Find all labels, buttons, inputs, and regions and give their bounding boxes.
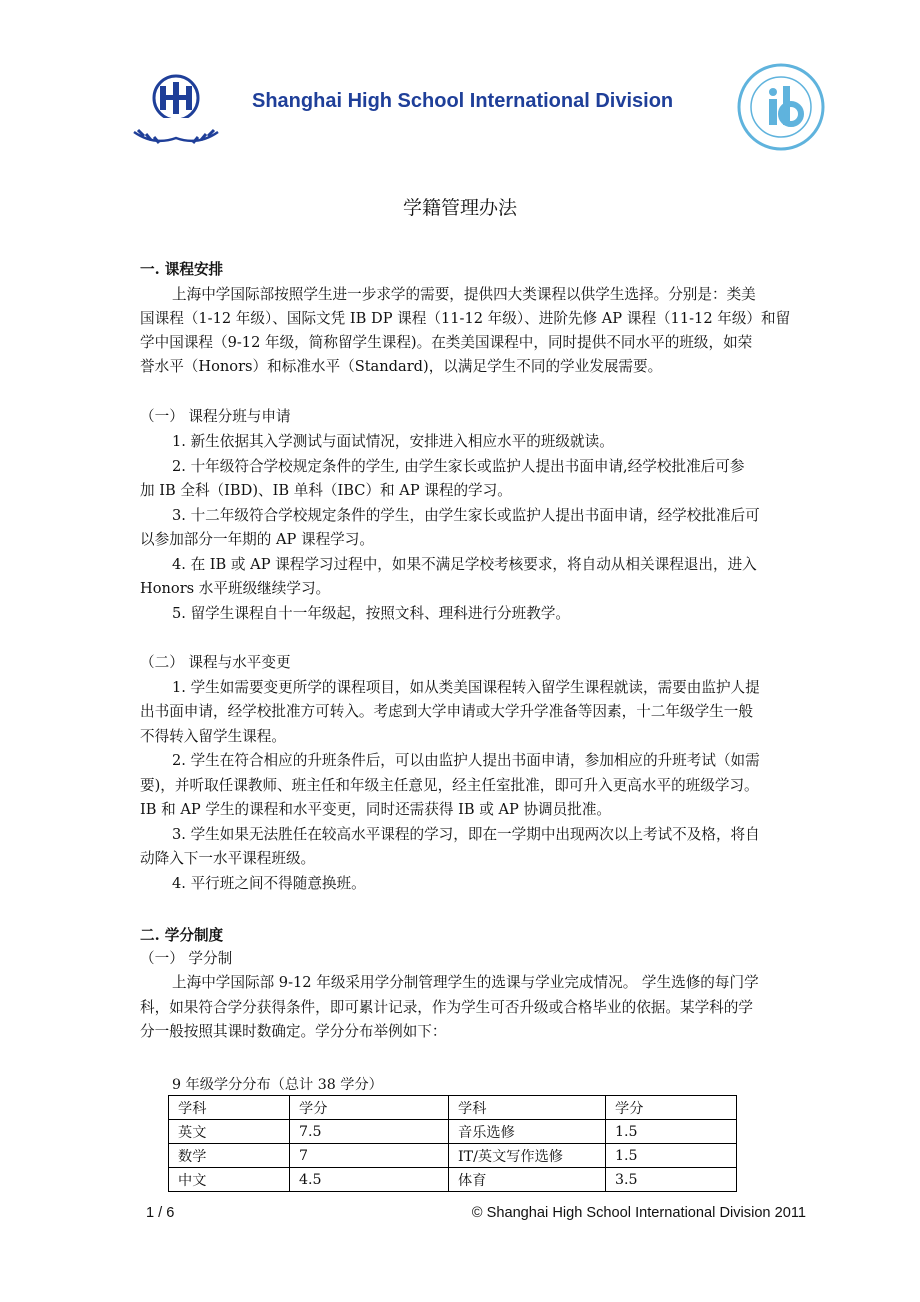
paragraph-line: 科，如果符合学分获得条件，即可累计记录，作为学生可否升级或合格毕业的依据。某学科的学 <box>140 999 753 1016</box>
table-cell: 中文 <box>169 1168 290 1192</box>
paragraph-line: Honors 水平班级继续学习。 <box>140 580 331 597</box>
copyright-notice: © Shanghai High School International Division 2011 <box>471 1205 806 1221</box>
paragraph-line: 3. 学生如果无法胜任在较高水平课程的学习，即在一学期中出现两次以上考试不及格，将自 <box>172 826 760 843</box>
paragraph-line: 分一般按照其课时数确定。学分分布举例如下： <box>140 1023 447 1040</box>
section-heading: 二. 学分制度 <box>140 927 224 944</box>
subsection-heading: （二） 课程与水平变更 <box>140 654 291 671</box>
paragraph-line: 4. 平行班之间不得随意换班。 <box>172 875 366 892</box>
paragraph-line: 国课程（1-12 年级）、国际文凭 IB DP 课程（11-12 年级）、进阶先修 AP 课程（11-12 年级）和留 <box>140 310 791 327</box>
table-cell: 1.5 <box>606 1120 737 1144</box>
table-cell: 3.5 <box>606 1168 737 1192</box>
table-cell: 学科 <box>449 1096 606 1120</box>
document-title: 学籍管理办法 <box>402 197 517 219</box>
paragraph-line: 2. 十年级符合学校规定条件的学生, 由学生家长或监护人提出书面申请,经学校批准后可参 <box>172 458 745 475</box>
section-heading: 一. 课程安排 <box>140 261 224 278</box>
credit-distribution-table <box>168 1095 737 1192</box>
table-header-row <box>169 1096 737 1120</box>
paragraph-line: 上海中学国际部 9-12 年级采用学分制管理学生的选课与学业完成情况。 学生选修的每门学 <box>172 974 759 991</box>
paragraph-line: 1. 新生依据其入学测试与面试情况，安排进入相应水平的班级就读。 <box>172 433 614 450</box>
table-caption: 9 年级学分分布（总计 38 学分） <box>172 1077 383 1093</box>
paragraph-line: 动降入下一水平课程班级。 <box>140 850 316 867</box>
table-row <box>169 1168 737 1192</box>
header-title: Shanghai High School International Division <box>252 90 674 112</box>
table-row <box>169 1120 737 1144</box>
paragraph-line: 5. 留学生课程自十一年级起，按照文科、理科进行分班教学。 <box>172 605 571 622</box>
table-cell: 1.5 <box>606 1144 737 1168</box>
table-cell: 英文 <box>169 1120 290 1144</box>
table-cell: 学分 <box>606 1096 737 1120</box>
paragraph-line: 4. 在 IB 或 AP 课程学习过程中，如果不满足学校考核要求，将自动从相关课程退出，进入 <box>172 556 757 573</box>
page-number: 1 / 6 <box>146 1205 175 1221</box>
shsid-logo <box>126 72 226 150</box>
paragraph-line: 学中国课程（9-12 年级，简称留学生课程)。在类美国课程中，同时提供不同水平的班级，如荣 <box>140 334 753 351</box>
table-row <box>169 1144 737 1168</box>
table-cell: 数学 <box>169 1144 290 1168</box>
paragraph-line: 1. 学生如需要变更所学的课程项目，如从类美国课程转入留学生课程就读，需要由监护人提 <box>172 679 760 696</box>
paragraph-line: 2. 学生在符合相应的升班条件后，可以由监护人提出书面申请，参加相应的升班考试（如需 <box>172 752 760 769</box>
paragraph-line: IB 和 AP 学生的课程和水平变更，同时还需获得 IB 或 AP 协调员批准。 <box>140 801 612 818</box>
ib-world-school-logo <box>736 62 826 152</box>
paragraph-line: 加 IB 全科（IBD)、IB 单科（IBC）和 AP 课程的学习。 <box>140 482 512 499</box>
table-cell: 体育 <box>449 1168 606 1192</box>
table-cell: 学分 <box>290 1096 449 1120</box>
table-cell: 7 <box>290 1144 449 1168</box>
table-cell: 7.5 <box>290 1120 449 1144</box>
paragraph-line: 誉水平（Honors）和标准水平（Standard)，以满足学生不同的学业发展需要。 <box>140 358 663 375</box>
paragraph-line: 出书面申请，经学校批准方可转入。考虑到大学申请或大学升学准备等因素，十二年级学生一般 <box>140 703 753 720</box>
paragraph-line: 不得转入留学生课程。 <box>140 728 286 745</box>
table-cell: 学科 <box>169 1096 290 1120</box>
subsection-heading: （一） 学分制 <box>140 950 233 967</box>
paragraph-line: 以参加部分一年期的 AP 课程学习。 <box>140 531 374 548</box>
table-cell: IT/英文写作选修 <box>449 1144 606 1168</box>
subsection-heading: （一） 课程分班与申请 <box>140 408 291 425</box>
paragraph-line: 上海中学国际部按照学生进一步求学的需要，提供四大类课程以供学生选择。分别是：类美 <box>172 286 756 303</box>
table-cell: 音乐选修 <box>449 1120 606 1144</box>
paragraph-line: 3. 十二年级符合学校规定条件的学生，由学生家长或监护人提出书面申请，经学校批准后可 <box>172 507 760 524</box>
table-cell: 4.5 <box>290 1168 449 1192</box>
paragraph-line: 要)，并听取任课教师、班主任和年级主任意见，经主任室批准，即可升入更高水平的班级学习。 <box>140 777 759 794</box>
